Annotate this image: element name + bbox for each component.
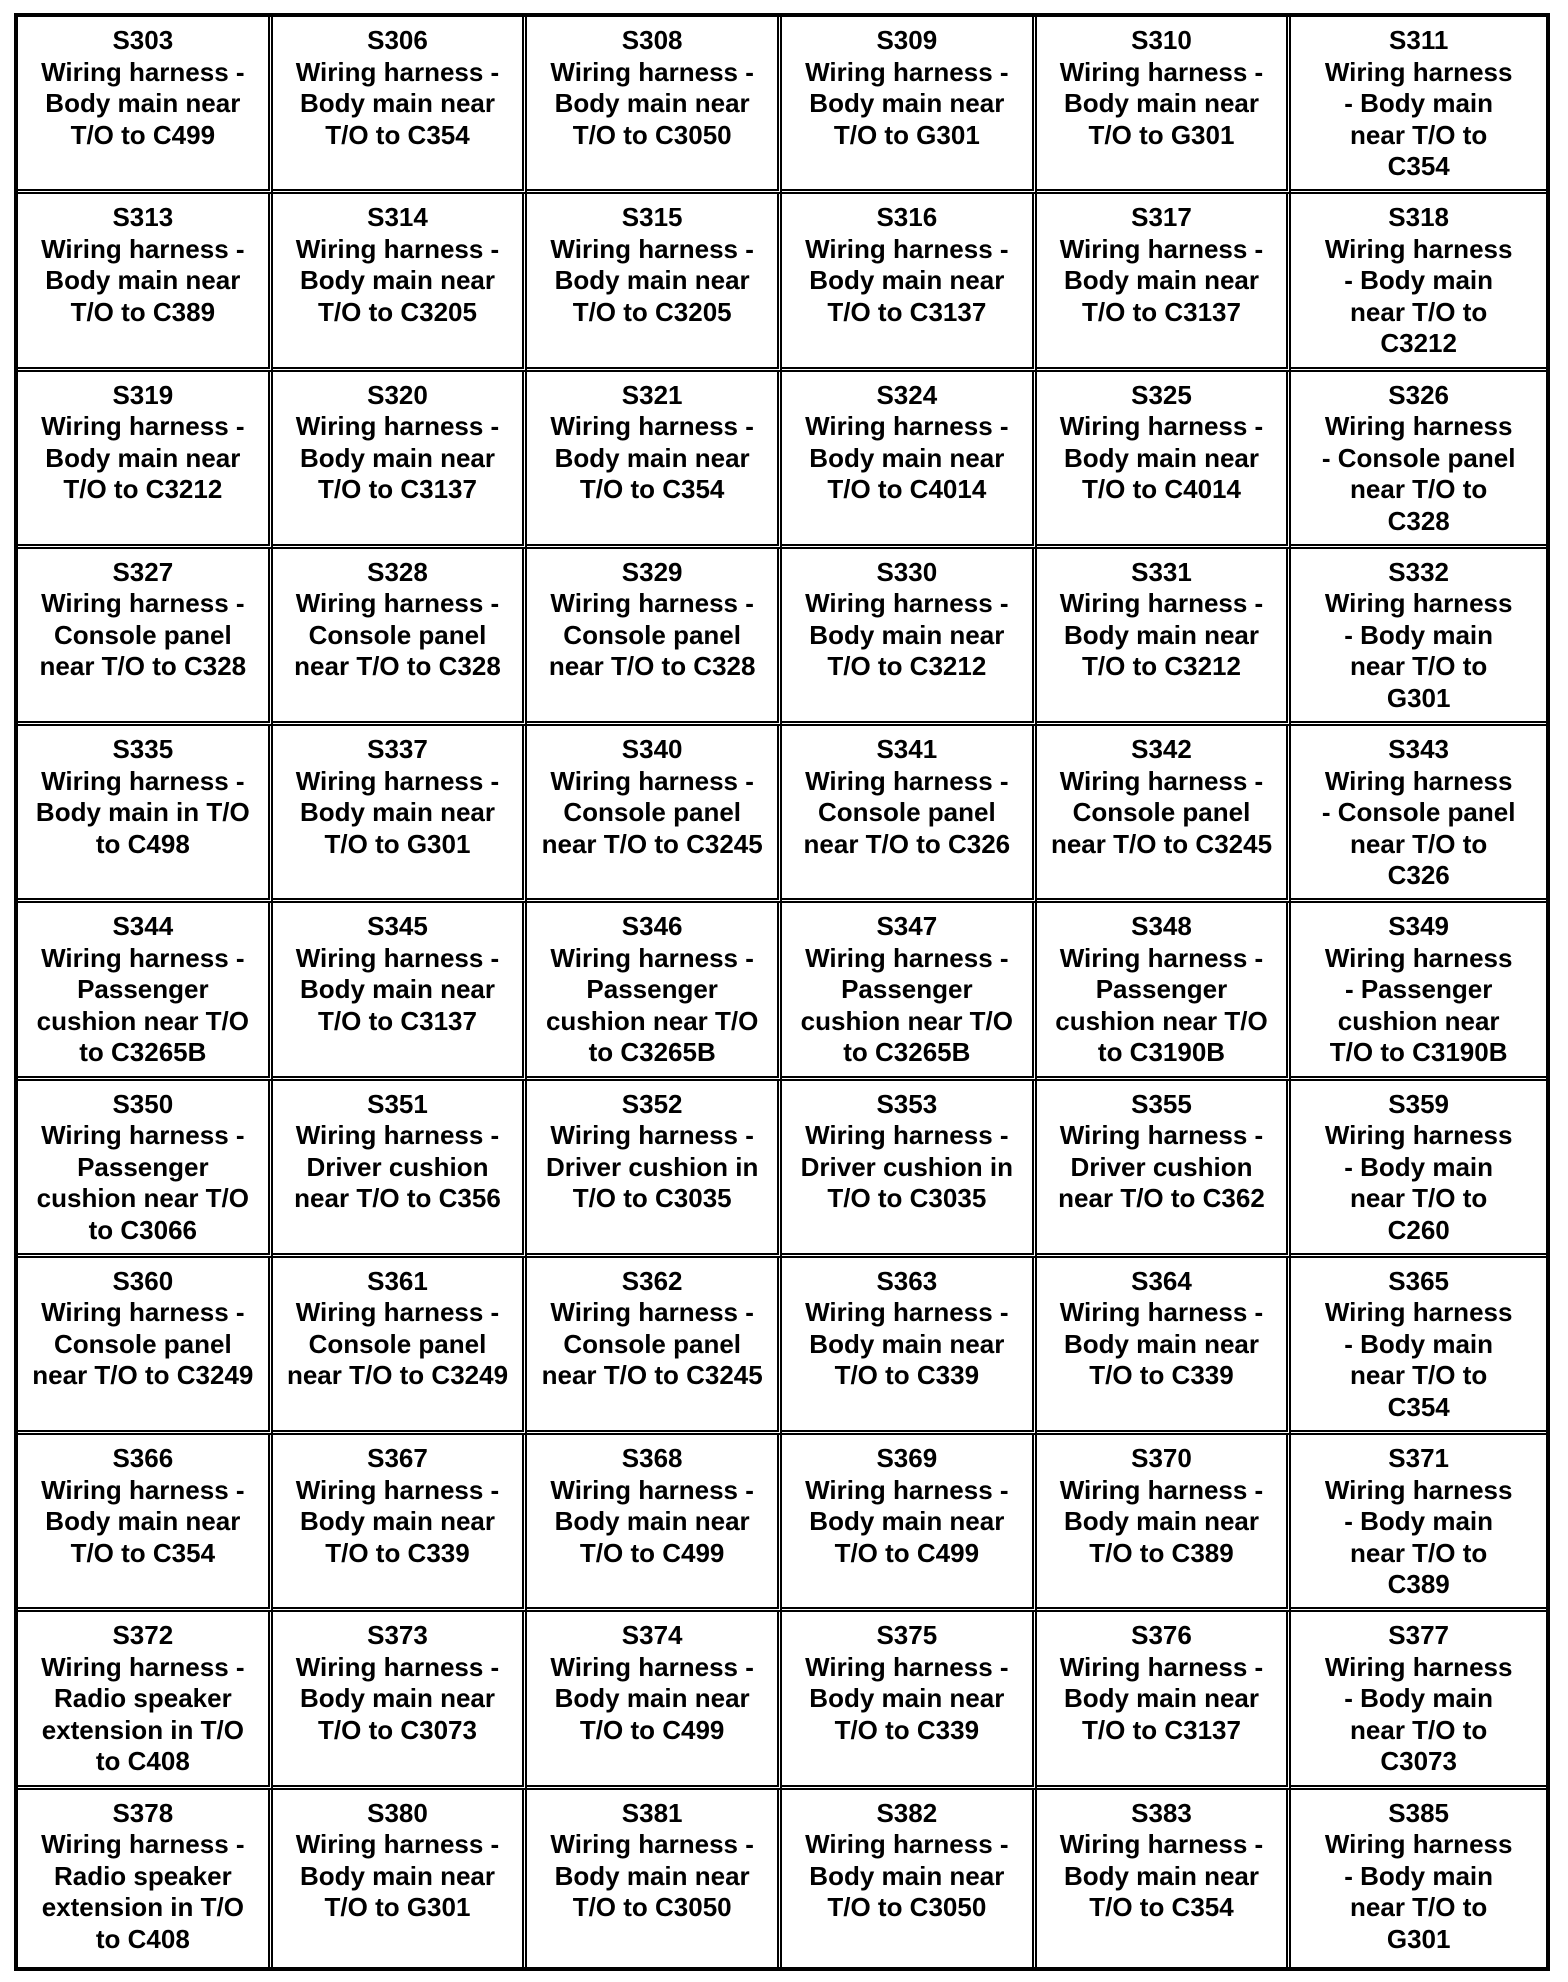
splice-cell [18,903,273,1080]
splice-cell [527,194,782,371]
splice-description: Wiring harness - Body main near T/O to C3205 [295,233,500,327]
splice-id: S350 [112,1088,174,1119]
splice-id: S385 [1388,1797,1450,1828]
splice-description: Wiring harness - Driver cushion in T/O to C3035 [800,1120,1014,1214]
splice-description: Wiring harness - Body main near T/O to C354 [1324,1297,1513,1422]
splice-cell [782,17,1037,194]
splice-description: Wiring harness - Body main near T/O to C499 [550,1651,754,1745]
splice-description: Wiring harness - Passenger cushion near T/O to C3190B [1324,942,1513,1068]
splice-id: S374 [621,1620,683,1651]
splice-description: Wiring harness - Body main near T/O to C389 [1059,1474,1264,1568]
splice-description: Wiring harness - Body main near T/O to C260 [1324,1120,1513,1245]
splice-description: Wiring harness - Console panel near T/O to C3245 [541,765,763,859]
splice-cell [1037,372,1292,549]
splice-id: S324 [876,379,938,410]
splice-description: Wiring harness - Body main near T/O to C3137 [295,411,500,505]
splice-id: S349 [1388,911,1450,942]
splice-cell [1037,1435,1292,1612]
splice-cell [1291,194,1546,371]
splice-description: Wiring harness - Body main near T/O to C3050 [550,1829,754,1923]
splice-description: Wiring harness - Console panel near T/O to C328 [39,588,247,682]
splice-cell [527,372,782,549]
splice-description: Wiring harness - Body main near T/O to C499 [550,1474,754,1568]
splice-id: S359 [1388,1088,1450,1119]
splice-id: S372 [112,1620,174,1651]
splice-description: Wiring harness - Driver cushion near T/O to C362 [1058,1120,1265,1214]
splice-cell [1291,1258,1546,1435]
splice-id: S330 [876,556,938,587]
splice-description: Wiring harness - Passenger cushion near T/O to C3265B [36,942,250,1068]
splice-id: S375 [876,1620,938,1651]
splice-cell [1037,17,1292,194]
splice-description: Wiring harness - Driver cushion in T/O to C3035 [545,1120,759,1214]
splice-description: Wiring harness - Console panel near T/O to C3245 [541,1297,763,1391]
splice-id: S309 [876,25,938,55]
splice-description: Wiring harness - Body main near T/O to C499 [41,56,245,150]
splice-description: Wiring harness - Console panel near T/O to C326 [803,765,1011,859]
splice-description: Wiring harness - Body main near T/O to C4014 [805,411,1009,505]
splice-cell [273,1081,528,1258]
splice-description: Wiring harness - Body main near T/O to C3205 [550,233,754,327]
splice-description: Wiring harness - Driver cushion near T/O to C356 [294,1120,501,1214]
splice-id: S303 [112,25,174,55]
splice-cell [782,726,1037,903]
splice-description: Wiring harness - Body main near T/O to C354 [41,1474,245,1568]
splice-id: S369 [876,1443,938,1474]
splice-cell [273,372,528,549]
splice-description: Wiring harness - Body main near T/O to C3137 [295,942,500,1036]
splice-description: Wiring harness - Body main near T/O to C3137 [1059,1651,1264,1745]
splice-cell [782,1790,1037,1967]
splice-description: Wiring harness - Body main near T/O to C389 [1324,1474,1513,1600]
splice-id: S360 [112,1265,174,1296]
splice-cell [1291,17,1546,194]
splice-id: S382 [876,1797,938,1828]
splice-description: Wiring harness - Body main near T/O to C4014 [1059,411,1264,505]
splice-id: S383 [1131,1797,1192,1828]
splice-id: S317 [1131,202,1192,233]
splice-description: Wiring harness - Body main near T/O to C3212 [1324,233,1513,359]
splice-id: S361 [367,1265,428,1296]
splice-cell [18,726,273,903]
splice-id: S315 [621,202,683,233]
splice-id: S306 [367,25,428,55]
splice-description: Wiring harness - Body main near T/O to C339 [1059,1297,1264,1391]
splice-description: Wiring harness - Body main near T/O to C3050 [550,56,754,150]
splice-id: S371 [1388,1443,1450,1474]
splice-id: S311 [1389,25,1449,55]
splice-cell [1037,1258,1292,1435]
splice-id: S348 [1131,911,1192,942]
splice-description: Wiring harness - Body main near T/O to G301 [805,56,1009,150]
splice-id: S337 [367,734,428,765]
splice-id: S368 [621,1443,683,1474]
splice-cell [18,1612,273,1789]
splice-cell [1291,903,1546,1080]
splice-id: S367 [367,1443,428,1474]
splice-id: S310 [1131,25,1192,55]
splice-cell [782,372,1037,549]
splice-cell [1291,726,1546,903]
splice-cell [1037,1612,1292,1789]
splice-cell [273,1790,528,1967]
splice-description: Wiring harness - Passenger cushion near T/O to C3066 [36,1120,250,1245]
splice-id: S363 [876,1265,938,1296]
splice-cell [527,1081,782,1258]
splice-id: S329 [621,556,683,587]
splice-cell [1037,549,1292,726]
splice-cell [273,1435,528,1612]
splice-id: S326 [1388,379,1450,410]
splice-description: Wiring harness - Console panel near T/O to C3245 [1050,765,1273,859]
splice-cell [273,903,528,1080]
splice-description: Wiring harness - Body main near T/O to G301 [1059,56,1264,150]
splice-cell [782,1258,1037,1435]
splice-cell [1291,1790,1546,1967]
splice-id: S370 [1131,1443,1192,1474]
splice-id: S377 [1388,1620,1450,1651]
splice-id: S381 [621,1797,683,1828]
splice-description: Wiring harness - Body main near T/O to C354 [295,56,500,150]
splice-cell [782,194,1037,371]
splice-description: Wiring harness - Radio speaker extension in T/O to C408 [41,1829,245,1954]
splice-cell [1037,1081,1292,1258]
splice-description: Wiring harness - Body main near T/O to G301 [295,765,500,859]
splice-id: S373 [367,1620,428,1651]
splice-cell [527,1612,782,1789]
splice-description: Wiring harness - Body main near T/O to C3050 [805,1829,1009,1923]
splice-cell [527,549,782,726]
splice-cell [18,17,273,194]
splice-description: Wiring harness - Body main near T/O to G301 [295,1829,500,1923]
splice-cell [1037,194,1292,371]
splice-description: Wiring harness - Body main near T/O to C3212 [805,588,1009,682]
splice-description: Wiring harness - Body main in T/O to C498 [35,765,250,859]
splice-cell [782,549,1037,726]
splice-description: Wiring harness - Body main near T/O to C354 [1324,56,1513,181]
splice-id: S319 [112,379,174,410]
splice-id: S378 [112,1797,174,1828]
splice-id: S321 [621,379,683,410]
splice-id: S335 [112,734,174,765]
splice-cell [273,726,528,903]
splice-id: S376 [1131,1620,1192,1651]
splice-id: S318 [1388,202,1450,233]
splice-description: Wiring harness - Body main near T/O to C3137 [805,233,1009,327]
splice-id: S345 [367,911,428,942]
splice-cell [527,726,782,903]
splice-cell [1037,903,1292,1080]
splice-id: S313 [112,202,174,233]
splice-description: Wiring harness - Body main near T/O to C389 [41,233,245,327]
splice-cell [273,549,528,726]
splice-location-table [14,13,1550,1971]
splice-description: Wiring harness - Passenger cushion near T/O to C3265B [800,942,1014,1068]
splice-cell [18,1790,273,1967]
splice-cell [782,903,1037,1080]
splice-cell [527,1258,782,1435]
splice-id: S343 [1388,734,1450,765]
splice-cell [18,1258,273,1435]
splice-id: S328 [367,556,428,587]
splice-id: S364 [1131,1265,1192,1296]
splice-cell [1037,726,1292,903]
splice-id: S347 [876,911,938,942]
splice-cell [782,1612,1037,1789]
splice-id: S340 [621,734,683,765]
splice-id: S327 [112,556,174,587]
splice-cell [1291,549,1546,726]
splice-description: Wiring harness - Body main near T/O to C3073 [295,1651,500,1745]
splice-description: Wiring harness - Body main near T/O to G301 [1324,1829,1513,1954]
splice-description: Wiring harness - Passenger cushion near T/O to C3265B [545,942,759,1068]
splice-description: Wiring harness - Body main near T/O to C499 [805,1474,1009,1568]
splice-id: S355 [1131,1088,1192,1119]
splice-id: S366 [112,1443,174,1474]
splice-cell [527,1435,782,1612]
splice-id: S320 [367,379,428,410]
splice-cell [782,1081,1037,1258]
splice-description: Wiring harness - Console panel near T/O to C326 [1321,765,1516,891]
splice-cell [18,194,273,371]
splice-cell [18,1081,273,1258]
splice-description: Wiring harness - Body main near T/O to C3073 [1324,1651,1513,1777]
splice-id: S332 [1388,556,1450,587]
splice-cell [273,1612,528,1789]
splice-id: S344 [112,911,174,942]
splice-description: Wiring harness - Passenger cushion near T/O to C3190B [1055,942,1268,1068]
splice-id: S365 [1388,1265,1450,1296]
splice-description: Wiring harness - Console panel near T/O to C3249 [32,1297,254,1391]
splice-id: S316 [876,202,938,233]
splice-id: S342 [1131,734,1192,765]
splice-id: S352 [621,1088,683,1119]
splice-cell [273,194,528,371]
splice-description: Wiring harness - Body main near T/O to G301 [1324,588,1513,713]
splice-description: Wiring harness - Radio speaker extension in T/O to C408 [41,1651,245,1777]
splice-cell [18,549,273,726]
splice-cell [782,1435,1037,1612]
splice-id: S351 [367,1088,428,1119]
splice-cell [1291,372,1546,549]
splice-id: S353 [876,1088,938,1119]
splice-cell [273,1258,528,1435]
splice-id: S380 [367,1797,428,1828]
splice-description: Wiring harness - Body main near T/O to C339 [295,1474,500,1568]
splice-cell [527,1790,782,1967]
splice-description: Wiring harness - Body main near T/O to C354 [1059,1829,1264,1923]
splice-description: Wiring harness - Console panel near T/O to C328 [1321,411,1516,536]
splice-id: S346 [621,911,683,942]
splice-description: Wiring harness - Body main near T/O to C339 [805,1297,1009,1391]
splice-id: S314 [367,202,428,233]
splice-description: Wiring harness - Body main near T/O to C3137 [1059,233,1264,327]
splice-cell [18,1435,273,1612]
splice-cell [1291,1435,1546,1612]
splice-description: Wiring harness - Console panel near T/O to C3249 [286,1297,509,1391]
splice-description: Wiring harness - Body main near T/O to C3212 [1059,588,1264,682]
splice-description: Wiring harness - Console panel near T/O to C328 [548,588,756,682]
splice-id: S341 [876,734,938,765]
splice-id: S308 [621,25,683,55]
splice-description: Wiring harness - Body main near T/O to C339 [805,1651,1009,1745]
splice-cell [1291,1612,1546,1789]
splice-cell [18,372,273,549]
splice-cell [527,17,782,194]
splice-cell [273,17,528,194]
splice-id: S331 [1131,556,1192,587]
splice-id: S362 [621,1265,683,1296]
splice-description: Wiring harness - Console panel near T/O to C328 [294,588,501,682]
splice-description: Wiring harness - Body main near T/O to C3212 [41,411,245,505]
splice-cell [527,903,782,1080]
splice-id: S325 [1131,379,1192,410]
splice-description: Wiring harness - Body main near T/O to C354 [550,411,754,505]
splice-cell [1037,1790,1292,1967]
splice-cell [1291,1081,1546,1258]
